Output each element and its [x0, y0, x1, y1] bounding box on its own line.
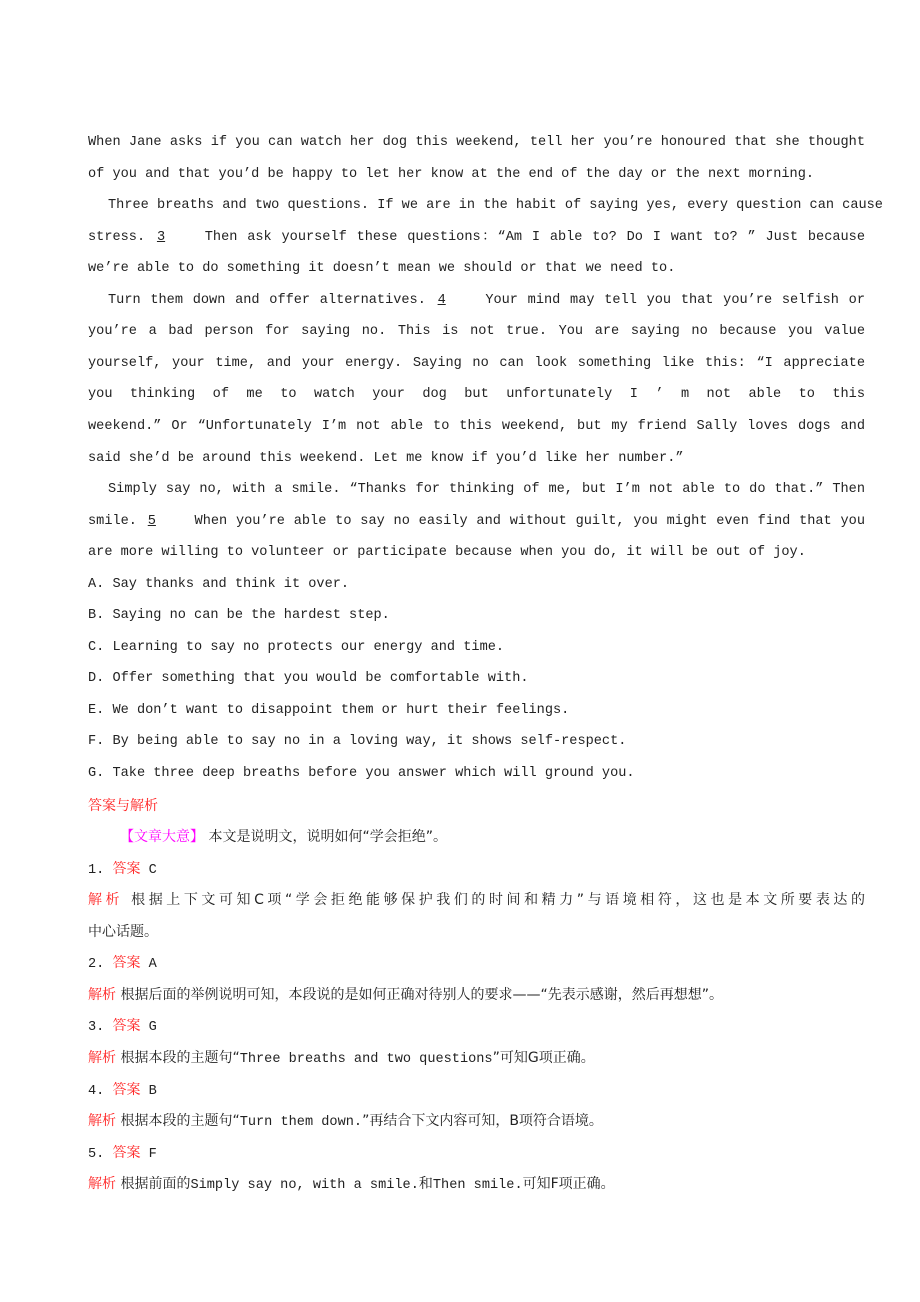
text-line — [88, 701, 569, 721]
section-heading — [88, 796, 158, 816]
text-span: of you and that you’d be happy to let her know at the end of the day or the next morning. — [88, 166, 815, 182]
answer-blank: 5 — [147, 513, 156, 529]
text-span: 中心话题。 — [88, 923, 158, 940]
text-line — [88, 890, 865, 910]
text-line — [88, 1080, 157, 1100]
text-line — [88, 228, 865, 248]
text-line — [88, 669, 529, 689]
text-line — [88, 1048, 595, 1068]
text-line — [88, 1111, 603, 1131]
summary-label: 【文章大意】 — [120, 829, 204, 846]
text-span: Turn them down. — [239, 1115, 363, 1131]
text-line — [88, 512, 865, 532]
answer-blank: 3 — [156, 229, 166, 245]
text-line — [88, 543, 806, 563]
text-line — [88, 953, 157, 973]
text-span: Simply say no, with a smile. “Thanks for thinking of me, but I’m not able to do that.” Then — [108, 482, 865, 498]
text-line — [88, 165, 814, 185]
text-span: When you’re able to say no easily and without guilt, you might even find that you — [185, 513, 865, 529]
answer-label: 答案 — [112, 955, 141, 972]
text-span: F — [140, 1146, 157, 1162]
text-span: said she’d be around this weekend. Let me know if you’d like her number.” — [88, 450, 684, 466]
text-line — [108, 291, 865, 311]
text-span: E. We don’t want to disappoint them or hurt their feelings. — [88, 702, 570, 718]
text-line — [88, 859, 157, 879]
text-line — [88, 922, 158, 942]
text-span: 1. — [88, 862, 113, 878]
text-span: G — [140, 1020, 157, 1036]
text-span: you thinking of me to watch your dog but unfortunately I ’ m not able to this — [88, 387, 865, 403]
text-line — [88, 575, 349, 595]
text-line — [120, 827, 447, 847]
text-line — [108, 196, 883, 216]
text-span: A. Say thanks and think it over. — [88, 576, 350, 592]
text-line — [88, 985, 723, 1005]
text-span: F. By being able to say no in a loving way, it shows self-respect. — [88, 734, 627, 750]
text-span: Simply say no, with a smile. — [190, 1178, 419, 1194]
answer-blank: 4 — [437, 292, 446, 308]
text-span: Turn them down and offer alternatives. — [108, 292, 436, 308]
answer-label: 解析 — [88, 986, 116, 1003]
answer-label: 解析 — [88, 1049, 116, 1066]
text-span: Three breaths and two questions. If we are in the habit of saying yes, every question can cause — [108, 198, 883, 214]
answer-label: 答案 — [112, 1081, 141, 1098]
text-line — [88, 449, 684, 469]
text-span: B. Saying no can be the hardest step. — [88, 608, 390, 624]
text-span: Three breaths and two questions — [239, 1051, 493, 1067]
text-span: 和 — [418, 1176, 433, 1193]
text-span: When Jane asks if you can watch her dog this weekend, tell her you’re honoured that she thought — [88, 135, 865, 150]
text-span: 根据前面的 — [116, 1176, 191, 1193]
text-span: Your mind may tell you that you’re selfish or — [475, 292, 865, 308]
text-span: D. Offer something that you would be comfortable with. — [88, 671, 529, 687]
answer-label: 答案与解析 — [88, 797, 158, 814]
text-span: 本文是说明文，说明如何“学会拒绝”。 — [204, 829, 447, 846]
text-span: B — [140, 1083, 157, 1099]
text-span: C — [140, 862, 157, 878]
text-line — [88, 606, 390, 626]
text-span: 2. — [88, 957, 113, 973]
text-span: yourself, your time, and your energy. Saying no can look something like this: “I appreciate — [88, 355, 865, 371]
text-line — [88, 417, 865, 437]
text-line — [88, 1143, 157, 1163]
answer-label: 解析 — [88, 1176, 116, 1193]
answer-label: 答案 — [112, 860, 141, 877]
text-line — [88, 764, 635, 784]
text-line — [88, 638, 504, 658]
text-span: 根据本段的主题句“ — [116, 1113, 240, 1130]
text-span: stress. — [88, 229, 155, 245]
text-span: Then smile. — [432, 1178, 523, 1194]
text-line — [88, 1174, 615, 1194]
text-span: 4. — [88, 1083, 113, 1099]
text-span: A — [140, 957, 157, 973]
text-span: smile. — [88, 513, 146, 529]
answer-label: 答案 — [112, 1144, 141, 1161]
text-span: 可知F项正确。 — [522, 1176, 615, 1193]
text-span: 根据上下文可知C项“学会拒绝能够保护我们的时间和精力”与语境相符，这也是本文所要表达的 — [123, 892, 865, 909]
text-span: 根据后面的举例说明可知，本段说的是如何正确对待别人的要求——“先表示感谢，然后再想想”。 — [116, 986, 723, 1003]
text-span: are more willing to volunteer or participate because when you do, it will be out of joy. — [88, 545, 806, 561]
text-line — [88, 133, 865, 153]
text-line — [88, 385, 865, 405]
text-line — [88, 322, 865, 342]
answer-label: 解析 — [88, 1113, 116, 1130]
text-span: you’re a bad person for saying no. This is not true. You are saying no because you value — [88, 324, 865, 340]
text-span: we’re able to do something it doesn’t mean we should or that we need to. — [88, 261, 676, 277]
text-span: C. Learning to say no protects our energy and time. — [88, 639, 505, 655]
answer-label: 答案 — [112, 1018, 141, 1035]
text-span: 根据本段的主题句“ — [116, 1049, 240, 1066]
text-span: G. Take three deep breaths before you answer which will ground you. — [88, 766, 635, 781]
text-line — [88, 259, 675, 279]
text-line — [88, 354, 865, 374]
text-span: weekend.” Or “Unfortunately I’m not able to this weekend, but my friend Sally loves dogs and — [88, 418, 865, 434]
text-span: ”可知G项正确。 — [492, 1049, 595, 1066]
answer-label: 解析 — [88, 892, 124, 909]
text-line — [88, 1016, 157, 1036]
text-span: Then ask yourself these questions：“Am I able to? Do I want to? ” Just because — [194, 229, 865, 245]
text-line — [88, 732, 626, 752]
text-span: 5. — [88, 1146, 113, 1162]
text-line — [108, 480, 865, 500]
text-span: 3. — [88, 1020, 113, 1036]
text-span: ”再结合下文内容可知，B项符合语境。 — [362, 1113, 603, 1130]
